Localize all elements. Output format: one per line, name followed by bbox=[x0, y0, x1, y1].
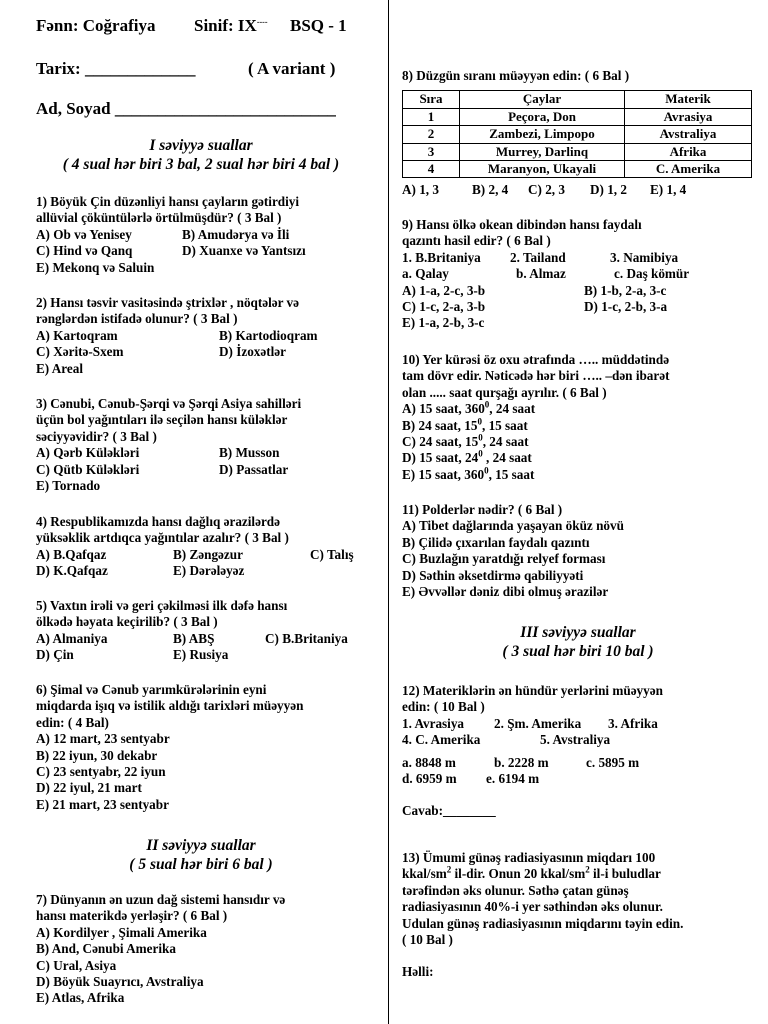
option-e: E) Atlas, Afrika bbox=[36, 990, 125, 1006]
level1-title: I səviyyə suallar bbox=[149, 137, 253, 154]
option-d: D) Səthin əksetdirmə qabiliyyəti bbox=[402, 567, 584, 583]
option-a: A) 15 saat, $360^0$, 24 saat bbox=[402, 399, 536, 417]
option-b: B) 1-b, 2-a, 3-c bbox=[584, 282, 667, 298]
option-c: C) 23 sentyabr, 22 iyun bbox=[36, 764, 166, 780]
level3-subtitle: ( 3 sual hər biri 10 bal ) bbox=[502, 643, 654, 660]
option-a: A) Tibet dağlarında yaşayan öküz növü bbox=[402, 518, 624, 534]
option-b: B) ABŞ bbox=[173, 630, 215, 646]
option-b: B) 2, 4 bbox=[472, 182, 509, 198]
solution-label: Həlli: bbox=[402, 964, 434, 980]
option-a: A) 12 mart, 23 sentyabr bbox=[36, 731, 170, 747]
option-d: D) 1-c, 2-b, 3-a bbox=[584, 298, 668, 314]
option-a: A) Kordilyer , Şimali Amerika bbox=[36, 924, 207, 940]
option-d: D) Passatlar bbox=[219, 461, 289, 477]
table-row: 3 Murrey, Darlinq Afrika bbox=[403, 143, 752, 160]
table-row: 4 Maranyon, Ukayali C. Amerika bbox=[403, 161, 752, 178]
continent-4: 4. C. Amerika bbox=[402, 732, 481, 748]
question-4: 4) Respublikamızda hansı dağlıq ərazilərdə yüksəklik artdıqca yağıntılar azalır? ( 3 Bal ) A) B.Qafqaz B) Zəngəzur C) Talış D) K.Qafqaz E) Dərələyəz bbox=[36, 514, 354, 579]
option-d: D) 15 saat, $24^0$ , 24 saat bbox=[402, 449, 532, 466]
option-c: C) 2, 3 bbox=[528, 182, 565, 198]
option-c: C) 1-c, 2-a, 3-b bbox=[402, 298, 486, 314]
option-d: D) K.Qafqaz bbox=[36, 563, 108, 579]
option-b: B) Çilidə çıxarılan faydalı qazıntı bbox=[402, 534, 590, 550]
option-e: E) 15 saat, $360^0$, 15 saat bbox=[402, 465, 535, 482]
option-c: C) Ural, Asiya bbox=[36, 957, 117, 973]
option-e: E) 1, 4 bbox=[650, 182, 687, 198]
question-1: 1) Böyük Çin düzənliyi hansı çayların gətirdiyi allüvial çöküntülərlə örtülmüşdür? ( 3 Bal ) A) Ob və Yenisey B) Amudərya və İli C) Hind və Qanq D) Xuanxe və Yantsızı E) Mekonq və Saluin bbox=[36, 194, 366, 276]
date-label: Tarix: _____________ bbox=[36, 59, 196, 78]
option-e: E) 21 mart, 23 sentyabr bbox=[36, 796, 169, 812]
question-8: 8) Düzgün sıranı müəyyən edin: ( 6 Bal ) Sıra Çaylar Materik 1 Peçora, Don Avrasiya 2 Zambezi, Limpopo Avstraliya 3 Murrey, Darlinq Afrika 4 Maranyon, Ukayali C. Amerika A) 1, 3 B) 2, 4 C) 2, 3 D) 1, 2 E) 1, 4 bbox=[402, 68, 754, 199]
option-b: B) 24 saat, $15^0$, 15 saat bbox=[402, 416, 528, 433]
option-d: D) İzoxətlər bbox=[219, 344, 286, 360]
rivers-table bbox=[402, 90, 752, 178]
question-13: 13) Ümumi günəş radiasiyasının miqdarı 100 kkal/$sm^2$ il-dir. Onun 20 kkal/$sm^2$ il-i buludlar tərəfindən əks olunur. Səthə çatan günəş radiasiyasının 40%-i yer səthindən əks olunur. Udulan günəş radiasiyasının miqdarını təyin edin. ( 10 Bal ) Həlli: bbox=[402, 850, 754, 981]
option-a: A) Qərb Küləkləri bbox=[36, 445, 140, 461]
height-c: c. 5895 m bbox=[586, 754, 640, 770]
option-c: C) Hind və Qanq bbox=[36, 243, 133, 259]
option-c: C) Talış bbox=[310, 546, 354, 562]
country-2: 2. Tailand bbox=[510, 249, 566, 265]
table-row: 2 Zambezi, Limpopo Avstraliya bbox=[403, 126, 752, 143]
option-e: E) Mekonq və Saluin bbox=[36, 259, 155, 275]
option-a: A) Kartoqram bbox=[36, 327, 118, 343]
question-2: 2) Hansı təsvir vasitəsində ştrixlər , nöqtələr və rənglərdən istifadə olunur? ( 3 Bal ) A) Kartoqram B) Kartodioqram C) Xəritə-Sxem D) İzoxətlər E) Areal bbox=[36, 295, 366, 377]
country-1: 1. B.Britaniya bbox=[402, 249, 481, 265]
mineral-b: b. Almaz bbox=[516, 266, 566, 282]
question-7: 7) Dünyanın ən uzun dağ sistemi hansıdır və hansı materikdə yerləşir? ( 6 Bal ) A) Kordilyer , Şimali Amerika B) And, Cənubi Amerika C) Ural, Asiya D) Böyük Suayrıcı, Avstraliya E) Atlas, Afrika bbox=[36, 892, 366, 1007]
option-b: B) Zəngəzur bbox=[173, 546, 243, 562]
option-b: B) And, Cənubi Amerika bbox=[36, 941, 176, 957]
height-d: d. 6959 m bbox=[402, 770, 457, 786]
continent-3: 3. Afrika bbox=[608, 715, 658, 731]
class-label: Sinif: IX---- bbox=[194, 16, 268, 35]
height-e: e. 6194 m bbox=[486, 770, 540, 786]
option-a: A) Almaniya bbox=[36, 630, 108, 646]
option-e: E) 1-a, 2-b, 3-c bbox=[402, 315, 485, 331]
option-d: D) 1, 2 bbox=[590, 182, 627, 198]
option-d: D) Xuanxe və Yantsızı bbox=[182, 243, 306, 259]
option-a: A) 1, 3 bbox=[402, 182, 439, 198]
date-line bbox=[36, 59, 336, 79]
mineral-a: a. Qalay bbox=[402, 266, 449, 282]
table-header: Sıra Çaylar Materik bbox=[403, 91, 752, 108]
option-e: E) Areal bbox=[36, 360, 84, 376]
option-c: C) Xəritə-Sxem bbox=[36, 344, 124, 360]
option-b: B) 22 iyun, 30 dekabr bbox=[36, 747, 158, 763]
answer-line: Cavab:________ bbox=[402, 803, 496, 819]
header-line bbox=[36, 16, 347, 36]
option-c: C) Buzlağın yaratdığı relyef forması bbox=[402, 551, 606, 567]
question-5: 5) Vaxtın irəli və geri çəkilməsi ilk dəfə hansı ölkədə həyata keçirilib? ( 3 Bal ) A) Almaniya B) ABŞ C) B.Britaniya D) Çin E) Rusiya bbox=[36, 598, 348, 663]
subject-label: Fənn: Coğrafiya bbox=[36, 16, 156, 35]
question-3: 3) Cənubi, Cənub-Şərqi və Şərqi Asiya sahilləri üçün bol yağıntıları ilə seçilən hansı küləklər səciyyəvidir? ( 3 Bal ) A) Qərb Küləkləri B) Musson C) Qütb Küləkləri D) Passatlar E) Tornado bbox=[36, 396, 366, 494]
option-c: C) 24 saat, $15^0$, 24 saat bbox=[402, 432, 529, 450]
level2-subtitle: ( 5 sual hər biri 6 bal ) bbox=[129, 856, 273, 873]
option-b: B) Kartodioqram bbox=[219, 327, 318, 343]
continent-1: 1. Avrasiya bbox=[402, 715, 465, 731]
bsq-label: BSQ - 1 bbox=[290, 16, 347, 35]
question-9: 9) Hansı ölkə okean dibindən hansı faydalı qazıntı hasil edir? ( 6 Bal ) 1. B.Britaniya 2. Tailand 3. Namibiya a. Qalay b. Almaz c. Daş kömür A) 1-a, 2-c, 3-b B) 1-b, 2-a, 3-c C) 1-c, 2-a, 3-b D) 1-c, 2-b, 3-a E) 1-a, 2-b, 3-c bbox=[402, 217, 754, 332]
option-c: C) Qütb Küləkləri bbox=[36, 461, 140, 477]
continent-2: 2. Şm. Amerika bbox=[494, 715, 582, 731]
option-e: E) Tornado bbox=[36, 478, 101, 493]
option-e: E) Əvvəllər dəniz dibi olmuş ərazilər bbox=[402, 584, 609, 600]
column-divider bbox=[388, 0, 389, 1024]
continent-5: 5. Avstraliya bbox=[540, 732, 611, 748]
option-d: D) 22 iyul, 21 mart bbox=[36, 780, 142, 796]
level2-title: II səviyyə suallar bbox=[146, 837, 256, 854]
question-11: 11) Polderlər nədir? ( 6 Bal ) A) Tibet dağlarında yaşayan öküz növü B) Çilidə çıxarılan faydalı qazıntı C) Buzlağın yaratdığı relyef forması D) Səthin əksetdirmə qabiliyyəti E) Əvvəllər dəniz dibi olmuş ərazilər bbox=[402, 502, 754, 600]
option-b: B) Amudərya və İli bbox=[182, 226, 290, 242]
mineral-c: c. Daş kömür bbox=[614, 266, 690, 282]
option-d: D) Böyük Suayrıcı, Avstraliya bbox=[36, 974, 204, 990]
height-a: a. 8848 m bbox=[402, 754, 456, 770]
option-a: A) 1-a, 2-c, 3-b bbox=[402, 282, 486, 298]
level3-title: III səviyyə suallar bbox=[520, 624, 636, 641]
name-line: Ad, Soyad __________________________ bbox=[36, 99, 336, 118]
option-e: E) Rusiya bbox=[173, 647, 229, 663]
level1-subtitle: ( 4 sual hər biri 3 bal, 2 sual hər biri 4 bal ) bbox=[62, 156, 340, 173]
option-e: E) Dərələyəz bbox=[173, 563, 245, 579]
question-12: 12) Materiklərin ən hündür yerlərini müəyyən edin: ( 10 Bal ) 1. Avrasiya 2. Şm. Amerika 3. Afrika 4. C. Amerika 5. Avstraliya a. 8848 m b. 2228 m c. 5895 m d. 6959 m e. 6194 m Cavab:________ bbox=[402, 683, 754, 820]
height-b: b. 2228 m bbox=[494, 754, 549, 770]
question-10: 10) Yer kürəsi öz oxu ətrafında ….. müddətində tam dövr edir. Nəticədə hər biri ….. –dən ibarət olan ..... saat qurşağı ayrılır. ( 6 Bal ) A) 15 saat, $360^0$, 24 saat B) 24 saat, $15^0$, 15 saat C) 24 saat, $15^0$, 24 saat D) 15 saat, $24^0$ , 24 saat E) 15 saat, $360^0$, 15 saat bbox=[402, 352, 754, 483]
option-d: D) Çin bbox=[36, 647, 74, 663]
question-6: 6) Şimal və Cənub yarımkürələrinin eyni miqdarda işıq və istilik aldığı tarixləri müəyyən edin: ( 4 Bal) A) 12 mart, 23 sentyabr B) 22 iyun, 30 dekabr C) 23 sentyabr, 22 iyun D) 22 iyul, 21 mart E) 21 mart, 23 sentyabr bbox=[36, 682, 366, 813]
table-row: 1 Peçora, Don Avrasiya bbox=[403, 108, 752, 125]
option-b: B) Musson bbox=[219, 445, 280, 461]
option-a: A) Ob və Yenisey bbox=[36, 226, 132, 242]
option-c: C) B.Britaniya bbox=[265, 630, 348, 646]
option-a: A) B.Qafqaz bbox=[36, 546, 107, 562]
country-3: 3. Namibiya bbox=[610, 249, 679, 265]
variant-label: ( A variant ) bbox=[248, 59, 336, 78]
